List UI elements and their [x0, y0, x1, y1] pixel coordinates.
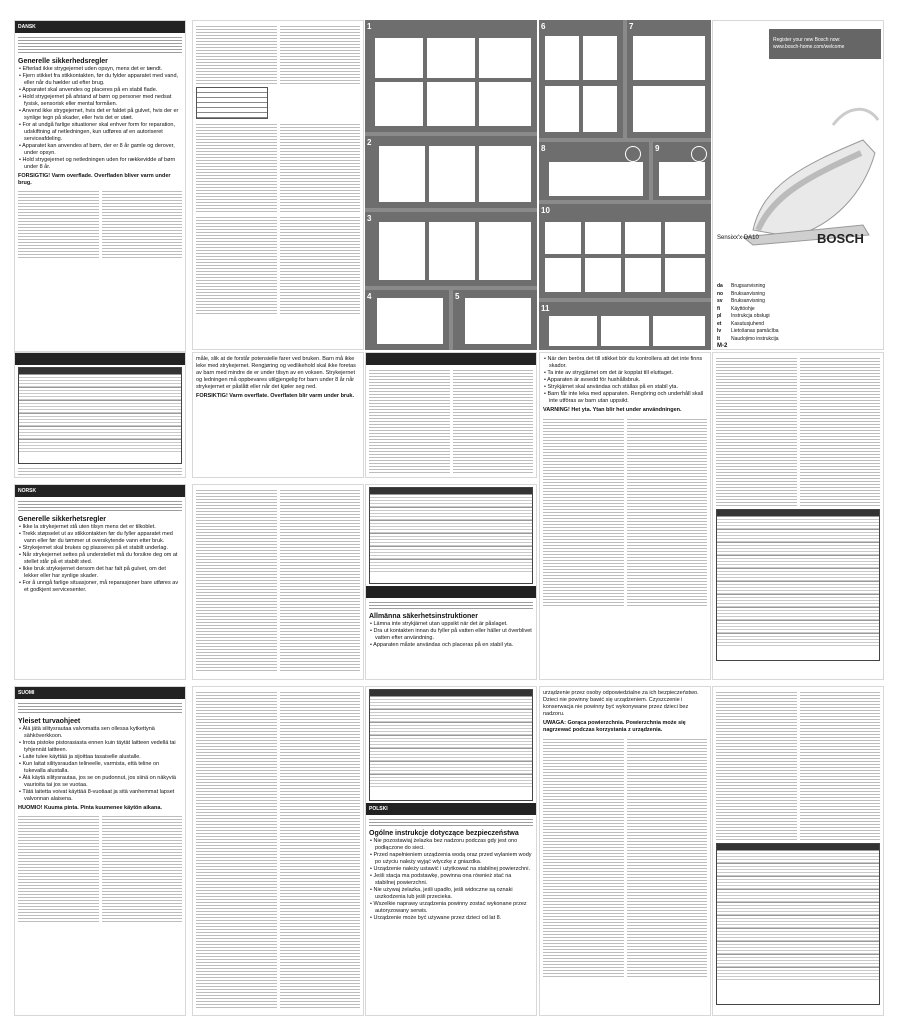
step-number: 11	[541, 304, 550, 313]
step-8	[539, 142, 649, 200]
safety-bullet: • Apparatet kan anvendes af børn, der er 8 år gamle og derover, under opsyn.	[24, 143, 182, 157]
section-header	[366, 586, 536, 598]
body-text	[543, 737, 624, 977]
illustration	[625, 222, 661, 254]
safety-bullet: • For at undgå farlige situationer skal enhver form for reparation, udskiftning af netledningen, kun udføres af en autoriseret serviceafdeling.	[24, 122, 182, 143]
safety-bullet: • Apparatet skal anvendes og placeres på en stabil flade.	[24, 87, 182, 94]
body-text	[18, 189, 99, 259]
section-header: SUOMI	[15, 687, 185, 699]
register-url[interactable]: www.bosch-home.com/welcome	[773, 44, 845, 50]
safety-bullet: • For å unngå farlige situasjoner, må reparasjoner bare utføres av et godkjent servicesenter.	[24, 580, 182, 594]
section-heading: Allmänna säkerhetsinstruktioner	[369, 613, 478, 620]
safety-bullet: • Laite tulee käyttää ja sijoittaa tasaiselle alustalle.	[24, 754, 182, 761]
section-header: DANSK	[15, 21, 185, 33]
register-text: Register your new Bosch now:	[773, 37, 841, 43]
safety-bullet: • Jeśli stacja ma podstawkę, powinna ona również stać na stabilnej powierzchni.	[375, 873, 533, 887]
panel-no-3	[192, 484, 364, 680]
panel-sv	[539, 352, 711, 680]
illustration	[585, 222, 621, 254]
drop-icon	[691, 146, 707, 162]
illustration	[479, 222, 531, 280]
illustration	[375, 82, 423, 126]
safety-bullet: • Hold strygejernet på afstand af børn og personer med nedsat fysisk, sensorisk eller mental formåen.	[24, 94, 182, 108]
panel-pl-3	[712, 686, 884, 1016]
troubleshooting-table	[716, 509, 880, 661]
safety-bullet: • Ta inte av strygjärnet om det är kopplat till eluttaget.	[549, 370, 707, 377]
body-text	[196, 24, 277, 84]
troubleshooting-table	[369, 487, 533, 584]
step-3	[365, 212, 537, 286]
section-heading: Ogólne instrukcje dotyczące bezpieczeństwa	[369, 830, 519, 837]
body-text	[280, 122, 361, 212]
body-text	[280, 24, 361, 84]
safety-bullet: • Trekk støpselet ut av stikkontakten før du fyller apparatet med vann eller før du tømmer ut overskytende vann etter bruk.	[24, 531, 182, 545]
language-item: pl Instrukcja obsługi	[717, 313, 770, 319]
step-number: 10	[541, 206, 550, 215]
step-number: 3	[367, 214, 372, 223]
illustration	[633, 36, 705, 80]
step-11	[539, 302, 711, 350]
safety-bullet: • Anvend ikke strygejernet, hvis det er faldet på gulvet, hvis der er synlige tegn på skader, eller hvis det er utæt.	[24, 108, 182, 122]
illustration	[659, 162, 705, 196]
language-item: sv Bruksanvisning	[717, 298, 765, 304]
illustration-sheet-right	[539, 20, 711, 350]
illustration	[377, 298, 443, 344]
safety-bullet: • Urządzenie może być używane przez dzieci od lat 8.	[375, 915, 533, 922]
warning-text: FORSIGTIG! Varm overflade. Overfladen bliver varm under brug.	[18, 173, 171, 186]
panel-no-2	[192, 352, 364, 478]
step-1	[365, 20, 537, 132]
illustration	[465, 298, 531, 344]
safety-bullet: • Lämna inte strykjärnet utan uppsikt när det är påslaget.	[375, 621, 533, 628]
section-heading: Generelle sikkerhetsregler	[18, 516, 106, 523]
panel-general	[365, 484, 537, 680]
body-text	[196, 690, 277, 1010]
language-item: lt Naudojimo instrukcija	[717, 335, 779, 342]
section-heading: Yleiset turvaohjeet	[18, 718, 81, 725]
body-text	[716, 356, 797, 506]
illustration	[583, 86, 617, 132]
body-text	[196, 488, 277, 673]
illustration-sheet-left	[365, 20, 537, 350]
safety-bullet: • Przed napełnieniem urządzenia wodą oraz przed wylaniem wody po użyciu należy wyjąć wtyczkę z gniazdka.	[375, 852, 533, 866]
step-number: 2	[367, 138, 372, 147]
language-item: da Brugsanvisning	[717, 283, 766, 289]
safety-bullet: • Ikke bruk strykejernet dersom det har falt på gulvet, om det lekker eller har synlige skader.	[24, 566, 182, 580]
step-2	[365, 136, 537, 208]
panel-fi-2	[192, 686, 364, 1016]
iron-illustration	[713, 65, 884, 255]
warning-text: VARNING! Het yta. Ytan blir het under användningen.	[543, 407, 682, 413]
panel-sv-table	[365, 352, 537, 478]
safety-bullet: • Kun laitat silitysraudan telineelle, varmista, että teline on tukevalla alustalla.	[24, 761, 182, 775]
body-text	[800, 356, 881, 506]
body-text	[280, 215, 361, 315]
panel-no	[14, 484, 186, 680]
step-number: 6	[541, 22, 546, 31]
safety-bullet: • Hold strygejernet og netledningen uden for rækkevidde af børn under 8 år.	[24, 157, 182, 171]
safety-bullet: • Älä jätä silitysrautaa valvomatta sen ollessa kytkettynä sähköverkkoon.	[24, 726, 182, 740]
step-number: 8	[541, 144, 546, 153]
body-text: måle, slik at de forstår potensielle farer ved bruken. Barn må ikke leke med strykejernet. Rengjøring og vedlikehold skal ikke foretas av barn med mindre de er under tilsyn av en voksen. Strykejernet og ledningen må oppbevares utilgjengelig for barn under 8 år når strykejernet er påslått eller når det kjøler seg ned.	[196, 356, 356, 390]
table-header	[366, 353, 536, 365]
illustration	[665, 258, 705, 292]
step-number: 9	[655, 144, 660, 153]
body-text	[369, 368, 450, 473]
language-item: no Bruksanvisning	[717, 290, 765, 297]
body-text	[196, 215, 277, 315]
body-text: urządzenie przez osoby odpowiedzialne za ich bezpieczeństwo. Dzieci nie powinny bawić się urządzeniem. Czyszczenie i konserwacja nie powinny być wykonywane przez dzieci bez nadzoru.	[543, 690, 699, 717]
illustration	[429, 146, 475, 202]
illustration	[479, 38, 531, 78]
safety-bullet: • Irrota pistoke pistorasiasta ennen kuin täytät laitteen vedellä tai tyhjennät laitteen.	[24, 740, 182, 754]
safety-bullet: • Wszelkie naprawy urządzenia powinny zostać wykonane przez autoryzowany serwis.	[375, 901, 533, 915]
body-text	[196, 122, 277, 212]
illustration	[379, 222, 425, 280]
intro-text	[369, 600, 533, 610]
safety-bullet: • Efterlad ikke strygejernet uden opsyn, mens det er tændt.	[24, 66, 182, 73]
body-text	[102, 189, 183, 259]
language-item: et Kasutusjuhend	[717, 320, 765, 327]
body-text	[627, 417, 708, 607]
document-code: M-2	[717, 343, 728, 349]
body-text	[627, 737, 708, 977]
footnote	[18, 466, 182, 478]
panel-sv-2	[712, 352, 884, 680]
safety-bullet: • Tätä laitetta voivat käyttää 8-vuotiaat ja sitä vanhemmat lapset valvonnan alaisena.	[24, 789, 182, 803]
illustration	[427, 38, 475, 78]
intro-text	[18, 701, 182, 715]
safety-bullet: • Ikke la strykejernet stå uten tilsyn mens det er tilkoblet.	[24, 524, 182, 531]
illustration	[601, 316, 649, 346]
illustration	[633, 86, 705, 132]
illustration	[427, 82, 475, 126]
cover-panel	[712, 20, 884, 350]
illustration	[545, 258, 581, 292]
safety-bullet: • Strykejernet skal brukes og plasseres på et stabilt underlag.	[24, 545, 182, 552]
illustration	[625, 258, 661, 292]
temperature-table	[196, 87, 268, 119]
illustration	[665, 222, 705, 254]
panel-da	[14, 20, 186, 352]
illustration	[545, 86, 579, 132]
illustration	[583, 36, 617, 80]
body-text	[800, 690, 881, 840]
safety-bullet: • Dra ut kontakten innan du fyller på vatten eller häller ut överblivet vatten efter användning.	[375, 628, 533, 642]
safety-bullet: • Strykjärnet skal användas och ställas på en stabil yta.	[549, 384, 707, 391]
panel-da-2	[192, 20, 364, 350]
troubleshooting-table	[716, 843, 880, 1005]
section-header: NORSK	[15, 485, 185, 497]
panel-pl-2	[539, 686, 711, 1016]
step-10	[539, 204, 711, 298]
model-name: Sensixx'x DA10	[717, 235, 759, 241]
step-7	[627, 20, 711, 138]
step-9	[653, 142, 711, 200]
step-number: 1	[367, 22, 372, 31]
body-text	[543, 417, 624, 607]
body-text	[280, 690, 361, 1010]
step-number: 4	[367, 292, 372, 301]
troubleshooting-table	[18, 367, 182, 464]
troubleshooting-table	[369, 689, 533, 801]
register-box	[769, 29, 881, 59]
bosch-logo: BOSCH	[817, 231, 864, 246]
illustration	[545, 36, 579, 80]
illustration	[375, 38, 423, 78]
illustration	[379, 146, 425, 202]
table-header	[15, 353, 185, 365]
illustration	[549, 162, 643, 196]
section-heading: Generelle sikkerhedsregler	[18, 58, 108, 65]
language-item: lv Lietošanas pamācība	[717, 328, 779, 334]
illustration	[585, 258, 621, 292]
illustration	[479, 146, 531, 202]
warning-text: FORSIKTIG! Varm overflate. Overflaten blir varm under bruk.	[196, 393, 355, 399]
body-text	[453, 368, 534, 473]
illustration	[545, 222, 581, 254]
safety-bullet: • Barn får inte leka med apparaten. Rengöring och underhåll skall inte utföras av barn utan uppsikt.	[549, 391, 707, 405]
panel-table-da	[14, 352, 186, 478]
step-number: 5	[455, 292, 460, 301]
safety-bullet: • Apparaten måste användas och placeras på en stabil yta.	[375, 642, 533, 649]
step-number: 7	[629, 22, 634, 31]
safety-bullet: • Fjern stikket fra stikkontakten, før du fylder apparatet med vand, eller når du hælder ud efter brug.	[24, 73, 182, 87]
safety-bullet: • Urządzenie należy ustawić i użytkować na stabilnej powierzchni.	[375, 866, 533, 873]
step-6	[539, 20, 623, 138]
illustration	[549, 316, 597, 346]
safety-bullet: • Når strykejernet settes på understellet må du forsikre deg om at stellet står på et stabilt sted.	[24, 552, 182, 566]
safety-bullet: • Apparaten är avsedd för hushållsbruk.	[549, 377, 707, 384]
illustration	[479, 82, 531, 126]
body-text	[716, 690, 797, 840]
intro-text	[18, 35, 182, 55]
panel-fi	[14, 686, 186, 1016]
section-header: POLSKI	[366, 803, 536, 815]
intro-text	[18, 499, 182, 513]
safety-bullet: • Älä käytä silitysrautaa, jos se on pudonnut, jos siinä on näkyviä vaurioita tai jos se vuotaa.	[24, 775, 182, 789]
body-text	[18, 814, 99, 924]
safety-bullet: • Nie używaj żelazka, jeśli upadło, jeśli widoczne są oznaki uszkodzenia lub jeśli przecieka.	[375, 887, 533, 901]
intro-text	[369, 817, 533, 827]
illustration	[429, 222, 475, 280]
language-item: fi Käyttöohje	[717, 305, 755, 312]
step-5	[453, 290, 537, 350]
body-text	[280, 488, 361, 673]
safety-bullet: • Nie pozostawiaj żelazka bez nadzoru podczas gdy jest ono podłączone do sieci.	[375, 838, 533, 852]
safety-bullet: • När den beröra det till stikket bör du kontrollera att det inte finns skador.	[549, 356, 707, 370]
warning-text: HUOMIO! Kuuma pinta. Pinta kuumenee käytön aikana.	[18, 805, 162, 811]
body-text	[102, 814, 183, 924]
step-4	[365, 290, 449, 350]
panel-pl	[365, 686, 537, 1016]
warning-text: UWAGA: Gorąca powierzchnia. Powierzchnia może się nagrzewać podczas korzystania z urządzenia.	[543, 720, 686, 733]
clock-icon	[625, 146, 641, 162]
illustration	[653, 316, 705, 346]
